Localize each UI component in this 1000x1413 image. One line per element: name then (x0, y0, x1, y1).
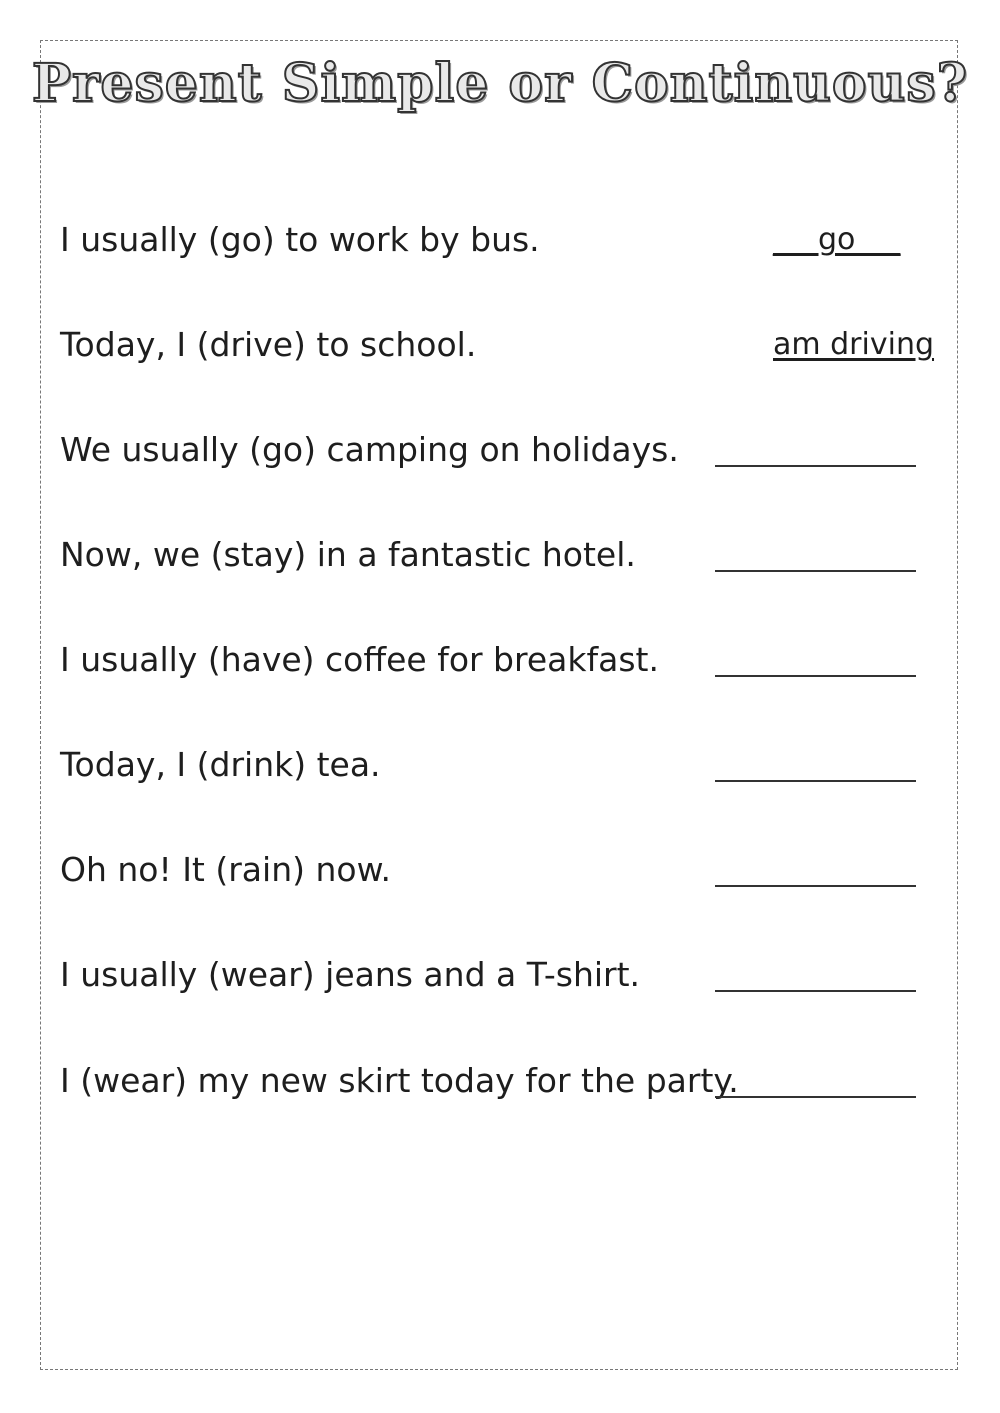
exercise-sentence: Oh no! It (rain) now. (60, 850, 392, 889)
answer-blank[interactable] (715, 675, 916, 677)
exercise-sentence: We usually (go) camping on holidays. (60, 430, 679, 469)
exercise-row-2 (60, 320, 940, 370)
exercise-row-9 (60, 1056, 940, 1106)
answer-blank[interactable] (715, 570, 916, 572)
exercise-sentence: Now, we (stay) in a fantastic hotel. (60, 535, 636, 574)
exercise-row-4 (60, 530, 940, 580)
exercise-sentence: Today, I (drive) to school. (60, 325, 477, 364)
answer-field[interactable]: am driving (773, 327, 935, 362)
worksheet-title: Present Simple or Continuous? (31, 53, 969, 114)
answer-field[interactable]: ___go___ (773, 222, 901, 257)
exercise-row-1 (60, 215, 940, 265)
answer-blank[interactable] (715, 780, 916, 782)
exercise-row-7 (60, 845, 940, 895)
answer-blank[interactable] (715, 885, 916, 887)
exercise-sentence: I usually (wear) jeans and a T-shirt. (60, 955, 641, 994)
exercise-sentence: I usually (have) coffee for breakfast. (60, 640, 659, 679)
exercise-sentence: Today, I (drink) tea. (60, 745, 381, 784)
exercise-sentence: I (wear) my new skirt today for the party. (60, 1061, 739, 1100)
exercise-sentence: I usually (go) to work by bus. (60, 220, 540, 259)
answer-blank[interactable] (715, 990, 916, 992)
answer-blank[interactable] (715, 1096, 916, 1098)
exercise-row-3 (60, 425, 940, 475)
answer-blank[interactable] (715, 465, 916, 467)
exercise-row-5 (60, 635, 940, 685)
exercise-row-8 (60, 950, 940, 1000)
exercise-row-6 (60, 740, 940, 790)
